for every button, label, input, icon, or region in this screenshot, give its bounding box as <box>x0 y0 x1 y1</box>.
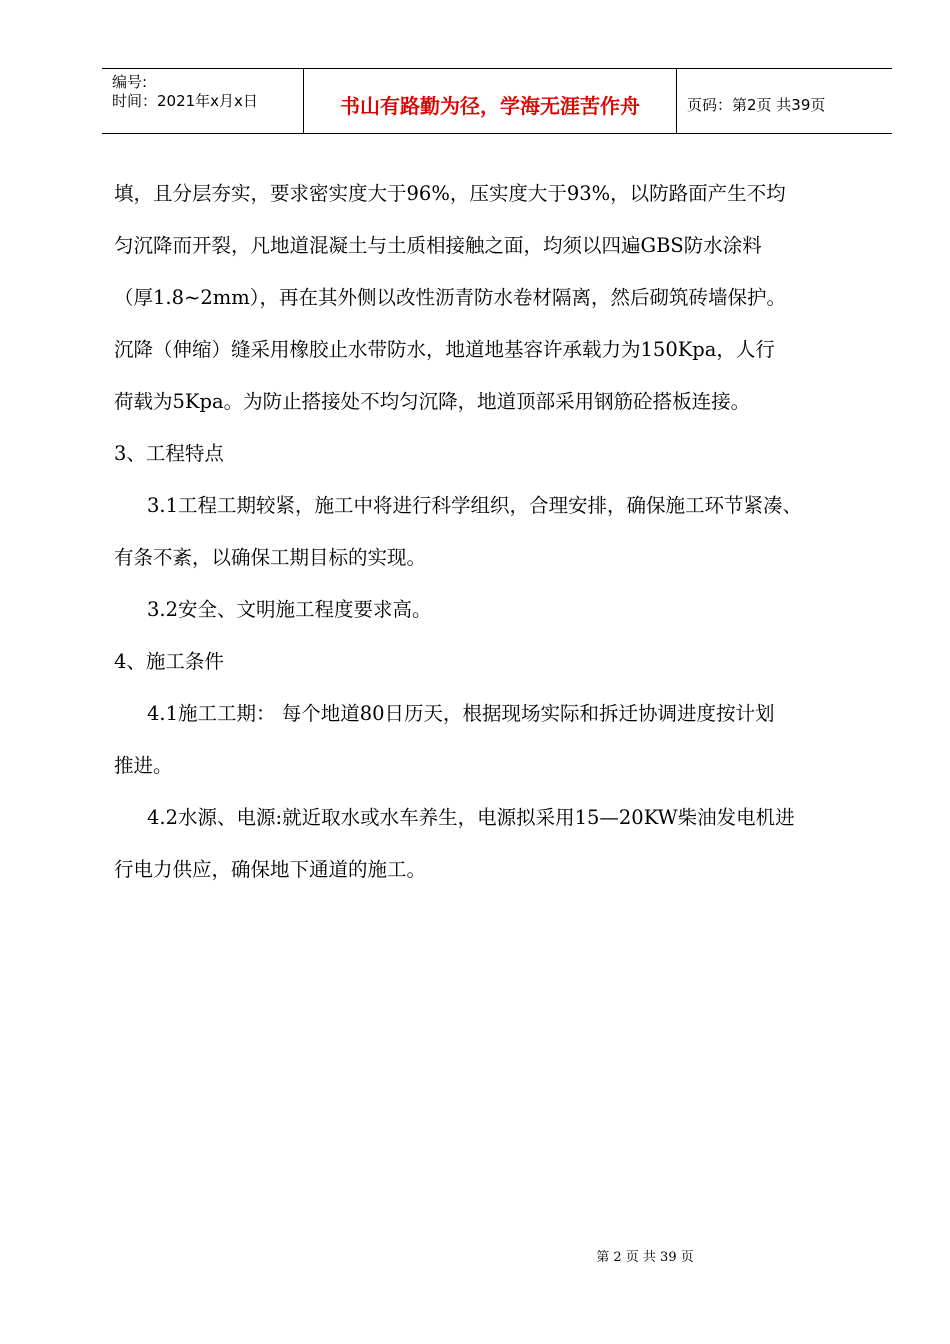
section-heading-4: 4、施工条件 <box>114 650 224 673</box>
section-heading-3: 3、工程特点 <box>114 442 224 465</box>
body-line: 荷载为5Kpa。为防止搭接处不均匀沉降，地道顶部采用钢筋砼搭板连接。 <box>114 390 751 413</box>
body-line: 有条不紊，以确保工期目标的实现。 <box>114 546 427 569</box>
document-header <box>102 68 892 134</box>
body-line: 3.2安全、文明施工程度要求高。 <box>147 598 432 621</box>
body-line: 3.1工程工期较紧，施工中将进行科学组织，合理安排，确保施工环节紧凑、 <box>147 494 803 517</box>
page-footer: 第 2 页 共 39 页 <box>596 1250 694 1265</box>
body-line: 推进。 <box>114 754 173 777</box>
header-motto: 书山有路勤为径，学海无涯苦作舟 <box>304 69 677 133</box>
body-line: （厚1.8~2mm），再在其外侧以改性沥青防水卷材隔离，然后砌筑砖墙保护。 <box>114 286 786 309</box>
document-body <box>114 168 894 896</box>
document-code-label: 编号: <box>112 73 148 91</box>
body-line: 4.1施工工期： 每个地道80日历天，根据现场实际和拆迁协调进度按计划 <box>147 702 775 725</box>
document-time-label: 时间：2021年x月x日 <box>112 92 258 110</box>
body-line: 4.2水源、电源:就近取水或水车养生，电源拟采用15—20KW柴油发电机进 <box>147 806 795 829</box>
header-page-number: 页码：第2页 共39页 <box>687 95 826 114</box>
body-line: 匀沉降而开裂，凡地道混凝土与土质相接触之面，均须以四遍GBS防水涂料 <box>114 234 762 257</box>
body-line: 沉降（伸缩）缝采用橡胶止水带防水，地道地基容许承载力为150Kpa，人行 <box>114 338 775 361</box>
body-line: 行电力供应，确保地下通道的施工。 <box>114 858 427 881</box>
body-line: 填，且分层夯实，要求密实度大于96%，压实度大于93%，以防路面产生不均 <box>114 182 786 205</box>
header-meta-cell <box>102 69 304 133</box>
